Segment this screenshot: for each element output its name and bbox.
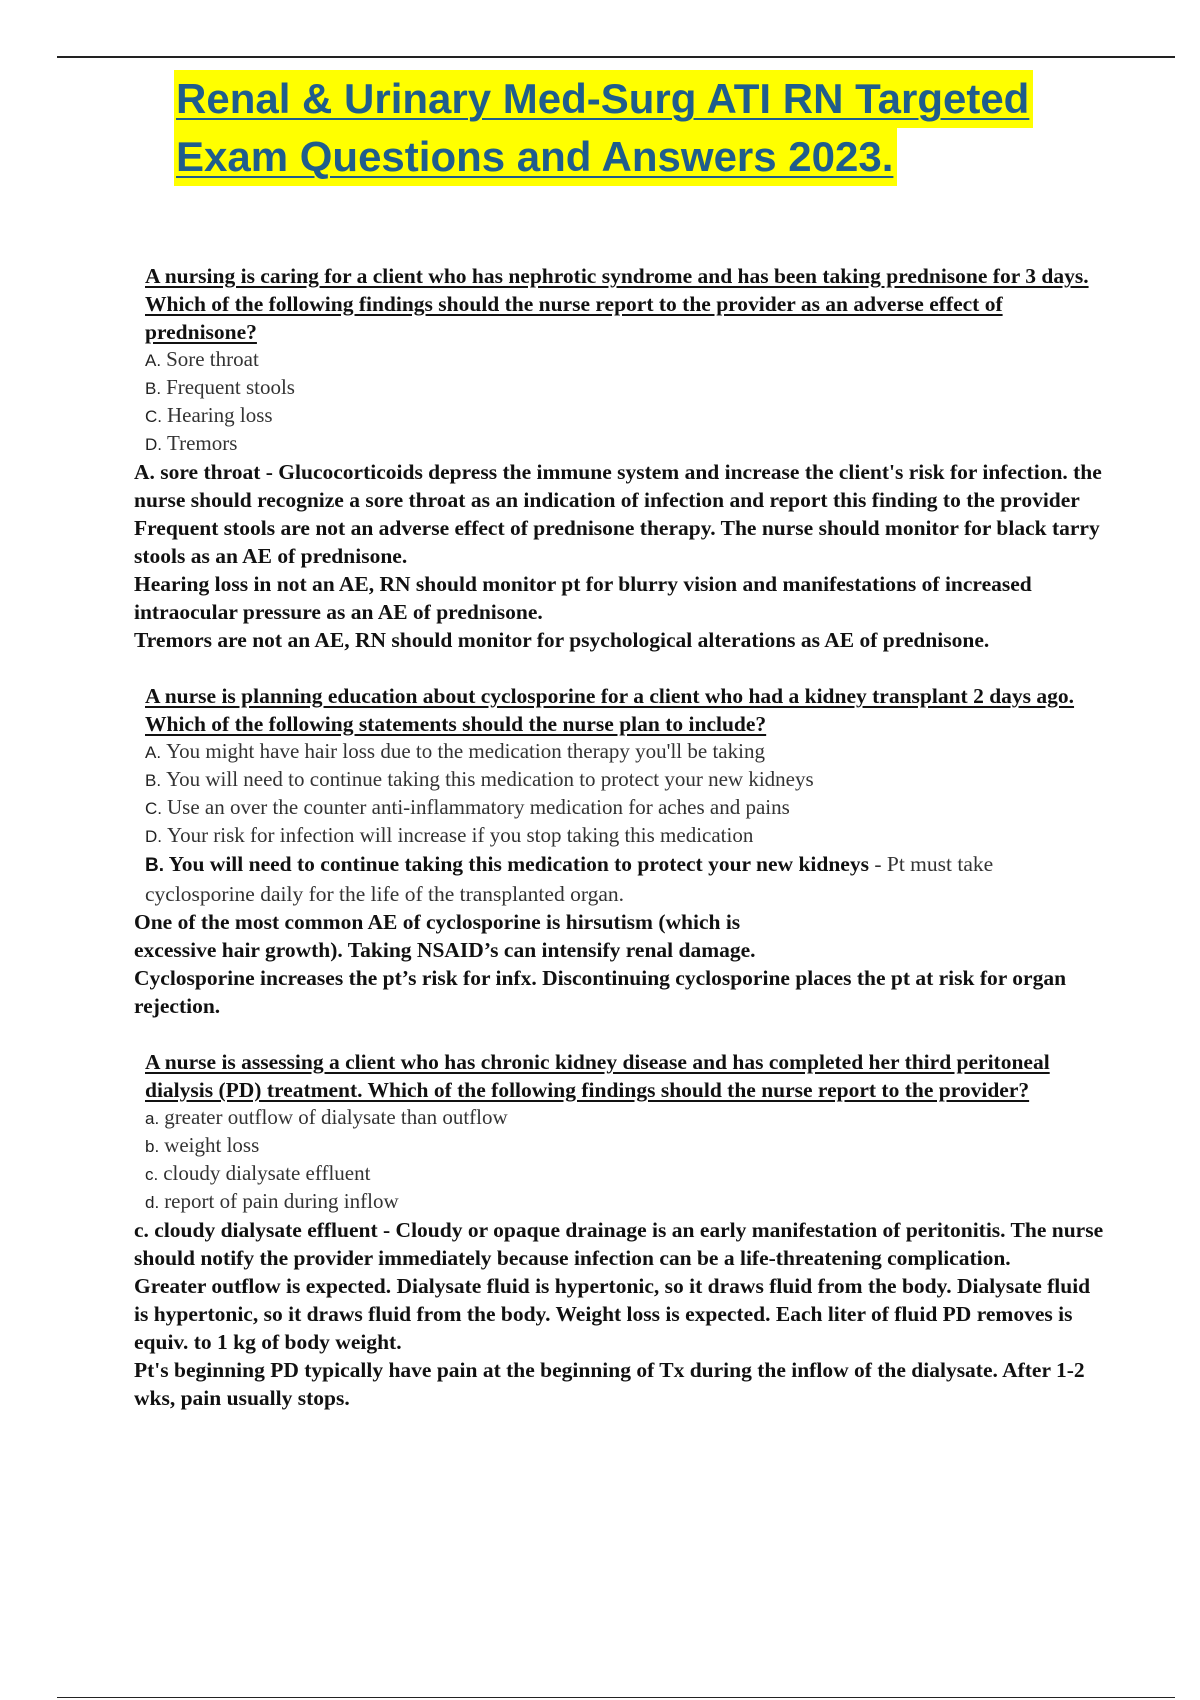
explanation-paragraph: Hearing loss in not an AE, RN should monitor pt for blurry vision and manifestations of increased intraocular pressure as an AE of prednisone. <box>134 572 1032 624</box>
explanation-paragraph: One of the most common AE of cyclosporine is hirsutism (which is excessive hair growth). Taking NSAID’s can intensify renal damage. <box>134 910 756 962</box>
option-letter: A. <box>145 351 162 370</box>
option-text: You might have hair loss due to the medication therapy you'll be taking <box>166 739 765 763</box>
question-1-options <box>145 346 1104 458</box>
correct-answer-text: You will need to continue taking this medication to protect your new kidneys <box>168 852 869 876</box>
question-block-2 <box>134 682 1104 1020</box>
option-text: greater outflow of dialysate than outflow <box>164 1105 508 1129</box>
option-text: Frequent stools <box>166 375 295 399</box>
explanation-paragraph: Greater outflow is expected. Dialysate fluid is hypertonic, so it draws fluid from the body. Dialysate fluid is hypertonic, so it draws fluid from the body. Weight loss is expected. Each liter of fluid PD removes is equiv. to 1 kg of body weight. <box>134 1274 1091 1354</box>
bottom-rule <box>57 1697 1175 1698</box>
option-letter: c. <box>145 1165 159 1184</box>
qa-content <box>134 262 1104 1440</box>
correct-answer-rationale: - Pt must take cyclosporine daily for the life of the transplanted organ. <box>145 852 994 906</box>
option-item <box>145 430 1104 458</box>
option-letter: C. <box>145 799 162 818</box>
option-item <box>145 794 1104 822</box>
option-letter: D. <box>145 435 162 454</box>
option-item <box>145 1104 1104 1132</box>
option-item <box>145 738 1104 766</box>
option-letter: A. <box>145 743 162 762</box>
option-text: report of pain during inflow <box>164 1189 399 1213</box>
option-item <box>145 766 1104 794</box>
question-2-text: A nurse is planning education about cyclosporine for a client who had a kidney transplant 2 days ago. Which of the following statements should the nurse plan to include? <box>145 684 1075 736</box>
explanation-paragraph: Frequent stools are not an adverse effect of prednisone therapy. The nurse should monitor for black tarry stools as an AE of prednisone. <box>134 516 1100 568</box>
explanation-paragraph: Pt's beginning PD typically have pain at the beginning of Tx during the inflow of the dialysate. After 1-2 wks, pain usually stops. <box>134 1358 1085 1410</box>
question-1-text: A nursing is caring for a client who has nephrotic syndrome and has been taking prednisone for 3 days. Which of the following findings should the nurse report to the provider as an adverse effect of prednisone? <box>145 264 1089 344</box>
option-letter: D. <box>145 827 162 846</box>
option-letter: d. <box>145 1193 160 1212</box>
option-letter: B. <box>145 771 162 790</box>
question-3-options <box>145 1104 1104 1216</box>
question-3-text: A nurse is assessing a client who has chronic kidney disease and has completed her third peritoneal dialysis (PD) treatment. Which of the following findings should the nurse report to the provider? <box>145 1050 1050 1102</box>
option-letter: b. <box>145 1137 160 1156</box>
title-line-1: Renal & Urinary Med-Surg ATI RN Targeted <box>174 70 1033 128</box>
option-letter: B. <box>145 379 162 398</box>
explanation-paragraph: c. cloudy dialysate effluent - Cloudy or opaque drainage is an early manifestation of peritonitis. The nurse should notify the provider immediately because infection can be a life-threatening complication. <box>134 1218 1104 1270</box>
explanation-paragraph: A. sore throat - Glucocorticoids depress the immune system and increase the client's risk for infection. the nurse should recognize a sore throat as an indication of infection and report this finding to the provider <box>134 460 1102 512</box>
option-item <box>145 374 1104 402</box>
option-item <box>145 402 1104 430</box>
question-block-1 <box>134 262 1104 654</box>
option-text: Hearing loss <box>167 403 273 427</box>
explanation-paragraph: Cyclosporine increases the pt’s risk for infx. Discontinuing cyclosporine places the pt at risk for organ rejection. <box>134 966 1067 1018</box>
option-item <box>145 1160 1104 1188</box>
option-text: You will need to continue taking this medication to protect your new kidneys <box>166 767 814 791</box>
option-text: Use an over the counter anti-inflammatory medication for aches and pains <box>167 795 790 819</box>
question-2-options <box>145 738 1104 850</box>
explanation-paragraph: Tremors are not an AE, RN should monitor for psychological alterations as AE of prednisone. <box>134 628 990 652</box>
top-rule <box>57 56 1175 58</box>
option-item <box>145 1132 1104 1160</box>
option-item <box>145 346 1104 374</box>
question-block-3 <box>134 1048 1104 1412</box>
option-text: Sore throat <box>166 347 259 371</box>
option-text: cloudy dialysate effluent <box>163 1161 371 1185</box>
document-title <box>174 70 1054 186</box>
option-item <box>145 822 1104 850</box>
correct-answer-explanation <box>145 850 1104 908</box>
option-letter: a. <box>145 1109 160 1128</box>
correct-answer-letter: B. <box>145 855 164 876</box>
title-line-2: Exam Questions and Answers 2023. <box>174 128 897 186</box>
option-text: Your risk for infection will increase if you stop taking this medication <box>167 823 754 847</box>
option-text: Tremors <box>167 431 238 455</box>
option-letter: C. <box>145 407 162 426</box>
option-item <box>145 1188 1104 1216</box>
option-text: weight loss <box>164 1133 260 1157</box>
